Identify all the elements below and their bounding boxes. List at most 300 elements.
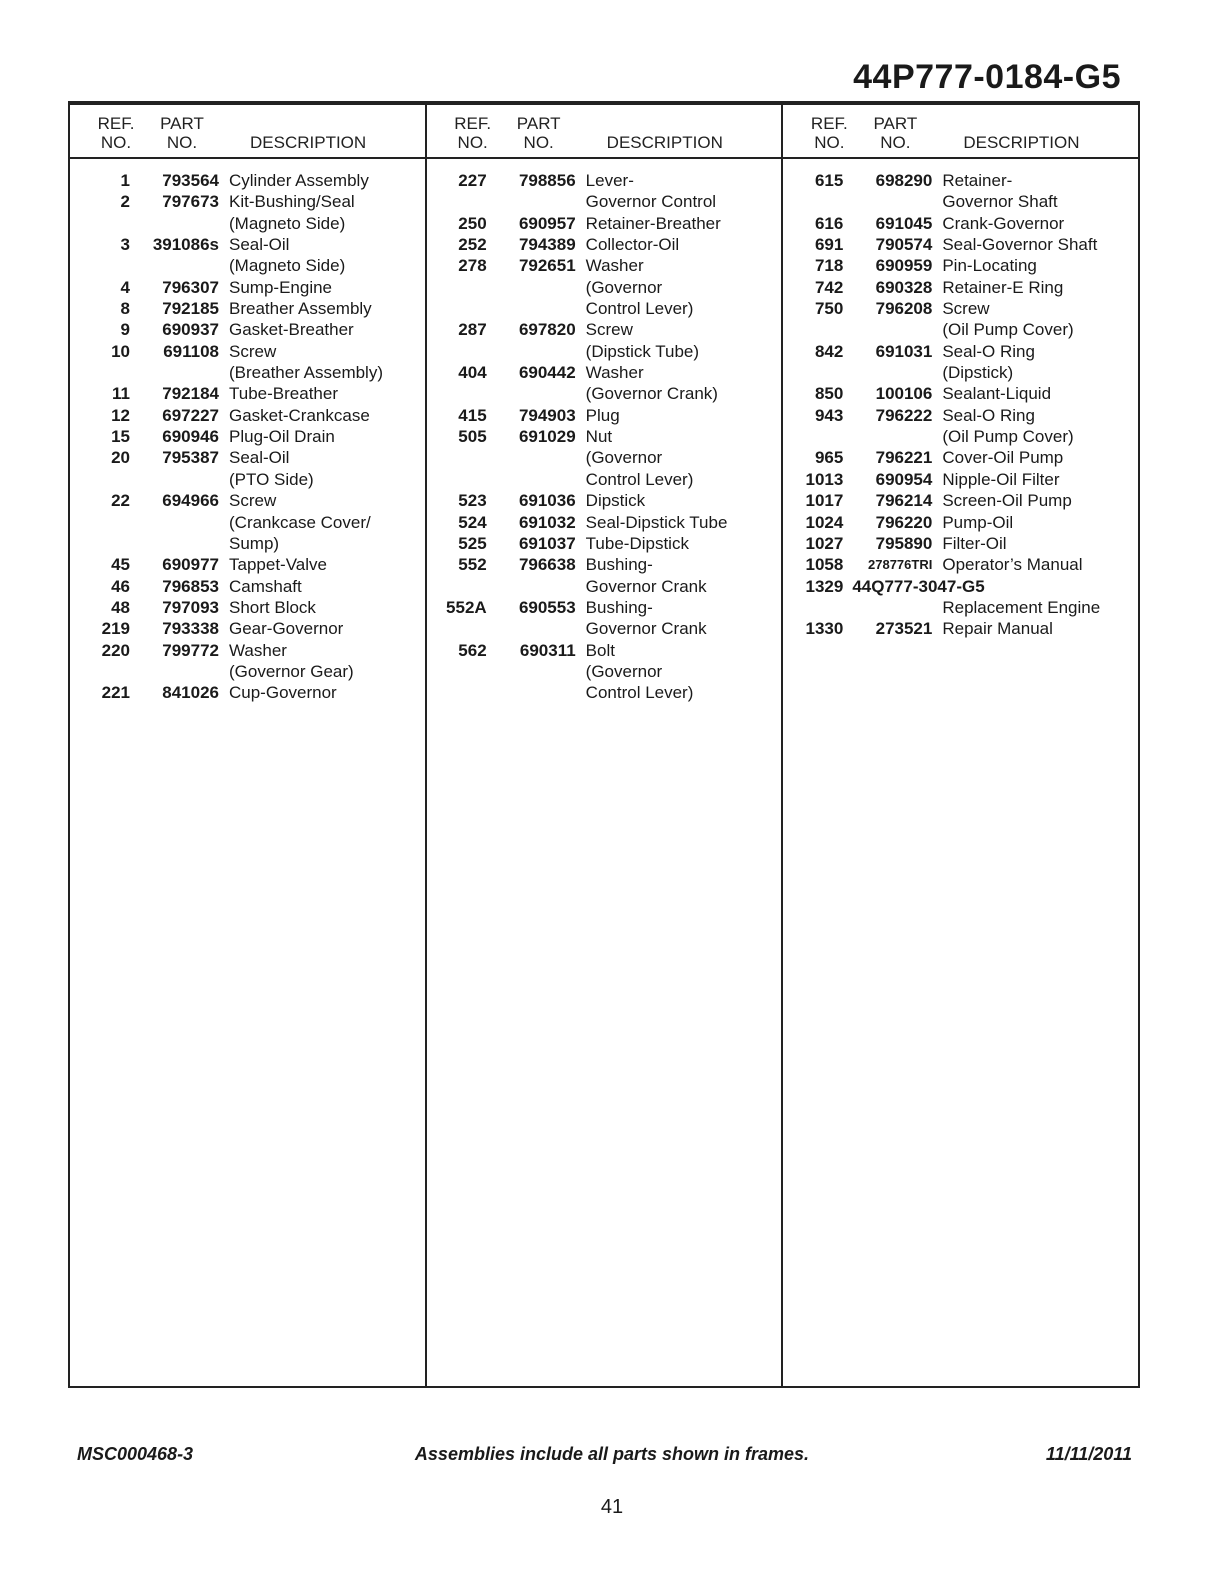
rows-container	[427, 170, 782, 704]
part-number: 798856	[518, 171, 576, 190]
ref-number	[427, 383, 487, 404]
table-row	[427, 319, 782, 340]
ref-number	[427, 341, 487, 362]
part-number: 793338	[162, 619, 219, 639]
part-description: Dipstick	[585, 491, 646, 511]
part-description: (Dipstick Tube)	[585, 341, 700, 361]
table-row	[427, 512, 782, 533]
part-description: (Magneto Side)	[229, 213, 346, 233]
part-description: Pin-Locating	[942, 256, 1037, 276]
ref-number: 220	[101, 640, 130, 660]
ref-number: 552	[458, 555, 487, 575]
ref-number: 45	[111, 555, 130, 575]
part-number	[843, 319, 932, 340]
table-row	[70, 298, 425, 319]
ref-number	[70, 213, 130, 234]
ref-number: 2	[120, 192, 130, 212]
table-row	[70, 490, 425, 511]
table-row	[70, 234, 425, 255]
ref-number	[70, 362, 130, 383]
ref-number: 524	[458, 512, 487, 532]
ref-number: 15	[111, 427, 130, 447]
part-description: Cup-Governor	[229, 683, 337, 703]
part-description: (Breather Assembly)	[229, 363, 383, 383]
part-description: Control Lever)	[585, 683, 694, 703]
ref-number: 10	[111, 341, 130, 361]
table-row	[70, 554, 425, 575]
part-description: Crank-Governor	[942, 213, 1065, 233]
ref-number: 415	[458, 405, 487, 425]
part-description: Gasket-Breather	[229, 320, 354, 340]
part-number: 796853	[162, 576, 219, 596]
part-description: Governor Crank	[585, 576, 707, 596]
part-number	[487, 576, 576, 597]
part-number	[843, 597, 932, 618]
ref-number: 48	[111, 597, 130, 617]
rows-container	[70, 170, 425, 704]
ref-number: 615	[814, 171, 844, 190]
ref-number: 842	[814, 341, 844, 361]
ref-number	[70, 533, 130, 554]
part-number: 795387	[162, 448, 219, 468]
ref-number: 46	[111, 576, 130, 596]
part-description: Sump-Engine	[229, 277, 333, 297]
part-number: 690959	[875, 256, 933, 276]
part-number: 691037	[518, 533, 576, 553]
part-number: 797673	[162, 192, 219, 212]
part-description: Collector-Oil	[585, 235, 680, 255]
ref-number: 252	[458, 235, 487, 255]
part-description: Seal-Governor Shaft	[942, 235, 1098, 255]
ref-number: 22	[111, 491, 130, 511]
part-description: Tube-Dipstick	[585, 533, 689, 553]
header-ref-no: REF. NO.	[97, 114, 135, 152]
part-number: 697227	[162, 405, 219, 425]
table-row	[783, 191, 1138, 212]
ref-number: 9	[120, 320, 130, 340]
table-row	[70, 576, 425, 597]
part-number	[130, 661, 219, 682]
ref-number: 227	[458, 171, 487, 190]
part-number: 794903	[518, 405, 576, 425]
part-number: 690442	[518, 363, 576, 383]
ref-number	[427, 191, 487, 212]
table-row	[70, 277, 425, 298]
table-row	[427, 682, 782, 703]
part-number	[487, 618, 576, 639]
part-number: 796222	[875, 405, 933, 425]
parts-column	[783, 105, 1138, 1386]
rows-container	[783, 170, 1138, 640]
part-description: Washer	[585, 363, 644, 383]
table-row	[427, 576, 782, 597]
ref-number	[783, 597, 843, 618]
part-description: Governor Crank	[585, 619, 707, 639]
part-number: 799772	[162, 640, 219, 660]
part-number: 44Q777-3047-G5	[852, 576, 985, 596]
part-description: Washer	[229, 640, 287, 660]
table-row	[70, 512, 425, 533]
part-number: 691045	[875, 213, 933, 233]
ref-number: 3	[120, 235, 130, 255]
table-row	[427, 234, 782, 255]
table-row	[783, 469, 1138, 490]
table-row	[783, 554, 1138, 575]
part-number: 690311	[519, 640, 576, 660]
part-number	[130, 469, 219, 490]
ref-number: 523	[458, 491, 487, 511]
ref-number	[783, 319, 843, 340]
table-row	[427, 383, 782, 404]
part-description: (Crankcase Cover/	[229, 512, 371, 532]
part-description: Screw	[229, 491, 277, 511]
ref-number: 1017	[805, 491, 844, 511]
part-description: (Dipstick)	[942, 363, 1014, 383]
part-number: 796638	[518, 555, 576, 575]
ref-number	[427, 618, 487, 639]
ref-number	[427, 576, 487, 597]
table-row	[70, 447, 425, 468]
ref-number: 616	[814, 213, 844, 233]
part-description: Bushing-	[585, 555, 653, 575]
part-number: 698290	[875, 171, 933, 190]
table-row	[783, 362, 1138, 383]
part-description: Cylinder Assembly	[229, 171, 369, 190]
part-number: 690977	[162, 555, 219, 575]
part-number: 796307	[162, 277, 219, 297]
part-description: Screw	[942, 299, 990, 319]
part-description: Retainer-E Ring	[942, 277, 1064, 297]
header-part-no: PART NO.	[516, 114, 561, 152]
table-row	[70, 426, 425, 447]
ref-number: 1058	[805, 555, 844, 575]
part-description: Kit-Bushing/Seal	[229, 192, 355, 212]
table-row	[427, 490, 782, 511]
table-row	[70, 640, 425, 661]
header-description: DESCRIPTION	[250, 133, 367, 152]
table-row	[70, 618, 425, 639]
part-number: 793564	[162, 171, 219, 190]
part-description: (PTO Side)	[229, 469, 314, 489]
part-description: Governor Control	[585, 192, 717, 212]
ref-number: 742	[814, 277, 844, 297]
part-description: (Governor	[585, 277, 663, 297]
table-row	[427, 554, 782, 575]
ref-number: 20	[111, 448, 130, 468]
part-description: Retainer-Breather	[585, 213, 721, 233]
ref-number: 287	[458, 320, 487, 340]
parts-column	[427, 105, 784, 1386]
ref-number: 404	[458, 363, 487, 383]
part-number	[487, 447, 576, 468]
table-row	[427, 298, 782, 319]
part-description: Short Block	[229, 597, 316, 617]
header-part-no: PART NO.	[873, 114, 918, 152]
part-number: 391086s	[152, 235, 219, 255]
ref-number: 12	[111, 405, 130, 425]
part-number	[130, 213, 219, 234]
part-number: 792185	[162, 299, 219, 319]
ref-number: 965	[814, 448, 844, 468]
part-description: Tappet-Valve	[229, 555, 327, 575]
part-description: Plug-Oil Drain	[229, 427, 335, 447]
ref-number	[427, 661, 487, 682]
ref-number: 1330	[805, 619, 844, 639]
part-description: (Oil Pump Cover)	[942, 320, 1074, 340]
part-number	[130, 533, 219, 554]
part-description: Control Lever)	[585, 299, 694, 319]
table-row	[783, 447, 1138, 468]
part-number: 792184	[162, 384, 219, 404]
table-row	[783, 597, 1138, 618]
part-number	[487, 277, 576, 298]
ref-number: 552A	[446, 597, 487, 617]
part-description: Gear-Governor	[229, 619, 344, 639]
part-number: 697820	[518, 320, 576, 340]
part-number: 796221	[875, 448, 933, 468]
part-description: Breather Assembly	[229, 299, 372, 319]
table-row	[427, 597, 782, 618]
table-row	[427, 426, 782, 447]
part-number	[487, 191, 576, 212]
column-header	[783, 105, 1138, 159]
part-number: 796220	[875, 512, 933, 532]
part-number: 691036	[518, 491, 576, 511]
table-row	[70, 383, 425, 404]
table-row	[783, 319, 1138, 340]
part-description: (Governor	[585, 448, 663, 468]
table-row	[783, 298, 1138, 319]
table-row	[427, 447, 782, 468]
footer-note: Assemblies include all parts shown in frames.	[414, 1444, 810, 1464]
table-row	[70, 213, 425, 234]
table-row	[783, 234, 1138, 255]
part-description: Control Lever)	[585, 469, 694, 489]
part-description: Seal-Dipstick Tube	[585, 512, 728, 532]
part-number	[843, 426, 932, 447]
table-row	[70, 191, 425, 212]
part-number: 790574	[875, 235, 933, 255]
table-row	[70, 362, 425, 383]
part-number: 691029	[518, 427, 576, 447]
ref-number	[70, 255, 130, 276]
table-row	[427, 405, 782, 426]
ref-number: 691	[814, 235, 844, 255]
part-description	[985, 576, 995, 597]
part-description: Bushing-	[585, 597, 653, 617]
ref-number	[427, 447, 487, 468]
header-part-no: PART NO.	[160, 114, 204, 152]
part-description: Replacement Engine	[942, 597, 1101, 617]
part-number: 100106	[875, 384, 933, 404]
part-number: 690946	[162, 427, 219, 447]
part-description: Washer	[585, 256, 644, 276]
ref-number	[427, 277, 487, 298]
part-description: (Governor Gear)	[229, 661, 354, 681]
table-row	[783, 341, 1138, 362]
page-number: 41	[600, 1496, 624, 1518]
table-row	[427, 618, 782, 639]
part-number: 690553	[518, 597, 576, 617]
part-number	[843, 191, 932, 212]
part-number	[130, 512, 219, 533]
table-row	[783, 490, 1138, 511]
table-row	[783, 383, 1138, 404]
part-description: Seal-O Ring	[942, 341, 1035, 361]
ref-number: 221	[101, 683, 130, 703]
model-number: 44P777-0184-G5	[853, 58, 1121, 96]
part-number: 690954	[875, 469, 933, 489]
ref-number: 219	[101, 619, 130, 639]
part-description: (Oil Pump Cover)	[942, 427, 1074, 447]
header-ref-no: REF. NO.	[810, 114, 848, 152]
table-row	[783, 170, 1138, 191]
part-description: Screw	[229, 341, 277, 361]
table-row	[783, 512, 1138, 533]
header-description: DESCRIPTION	[963, 133, 1080, 152]
part-number: 690328	[875, 277, 933, 297]
part-description: Camshaft	[229, 576, 302, 596]
ref-number	[70, 512, 130, 533]
part-number	[487, 341, 576, 362]
column-header	[70, 105, 425, 159]
part-description: Filter-Oil	[942, 533, 1007, 553]
ref-number: 11	[112, 384, 130, 404]
ref-number: 1024	[805, 512, 844, 532]
part-number: 796214	[875, 491, 933, 511]
ref-number	[783, 426, 843, 447]
part-description: Bolt	[585, 640, 615, 660]
header-ref-no: REF. NO.	[454, 114, 492, 152]
part-number: 273521	[875, 619, 933, 639]
part-number	[130, 362, 219, 383]
table-row	[70, 319, 425, 340]
header-description: DESCRIPTION	[606, 133, 723, 152]
parts-column	[70, 105, 427, 1386]
part-number: 796208	[875, 299, 933, 319]
table-row	[783, 255, 1138, 276]
part-description: Repair Manual	[942, 619, 1053, 639]
table-row	[70, 682, 425, 703]
part-description: Seal-Oil	[229, 448, 290, 468]
column-header	[427, 105, 782, 159]
part-number	[843, 362, 932, 383]
table-row	[427, 277, 782, 298]
part-description: Gasket-Crankcase	[229, 405, 370, 425]
parts-table	[68, 101, 1140, 1388]
part-number: 795890	[875, 533, 933, 553]
ref-number: 1013	[805, 469, 844, 489]
part-description: Nut	[585, 427, 613, 447]
part-description: Screw	[585, 320, 633, 340]
table-row	[427, 533, 782, 554]
table-row	[70, 341, 425, 362]
part-description: Lever-	[585, 171, 634, 190]
part-number: 794389	[518, 235, 576, 255]
part-number	[487, 298, 576, 319]
ref-number: 1329	[805, 576, 844, 596]
ref-number	[427, 469, 487, 490]
table-row	[783, 426, 1138, 447]
footer-date: 11/11/2011	[1045, 1444, 1132, 1464]
part-number: 278776TRI	[868, 557, 933, 573]
table-row	[70, 405, 425, 426]
table-row	[427, 469, 782, 490]
table-row	[427, 362, 782, 383]
part-number: 797093	[162, 597, 219, 617]
part-description: Governor Shaft	[942, 192, 1058, 212]
ref-number: 250	[458, 213, 487, 233]
table-row	[427, 213, 782, 234]
part-number: 792651	[518, 256, 576, 276]
ref-number	[427, 682, 487, 703]
part-description: Cover-Oil Pump	[942, 448, 1064, 468]
part-number	[487, 383, 576, 404]
part-number	[487, 469, 576, 490]
ref-number	[783, 362, 843, 383]
table-row	[427, 255, 782, 276]
part-description: Operator’s Manual	[942, 555, 1083, 575]
table-row	[70, 597, 425, 618]
part-number: 841026	[162, 683, 219, 703]
table-row	[783, 533, 1138, 554]
ref-number: 278	[458, 256, 487, 276]
part-number: 691031	[875, 341, 933, 361]
ref-number: 562	[458, 640, 487, 660]
table-row	[70, 661, 425, 682]
part-description: Sump)	[229, 533, 280, 553]
ref-number	[70, 469, 130, 490]
part-description: Tube-Breather	[229, 384, 338, 404]
part-description: Seal-Oil	[229, 235, 290, 255]
table-row	[70, 170, 425, 191]
part-number	[487, 661, 576, 682]
part-description: Plug	[585, 405, 620, 425]
table-row	[783, 618, 1138, 639]
ref-number: 4	[120, 277, 130, 297]
table-row	[427, 661, 782, 682]
part-description: Nipple-Oil Filter	[942, 469, 1060, 489]
part-number	[130, 255, 219, 276]
part-description: (Magneto Side)	[229, 256, 346, 276]
part-description: (Governor	[585, 661, 663, 681]
part-description: Screen-Oil Pump	[942, 491, 1072, 511]
part-number: 691032	[518, 512, 576, 532]
ref-number: 943	[814, 405, 844, 425]
table-row	[783, 576, 1138, 597]
table-row	[783, 277, 1138, 298]
part-number: 690937	[162, 320, 219, 340]
table-row	[70, 469, 425, 490]
part-description: Pump-Oil	[942, 512, 1014, 532]
ref-number	[783, 191, 843, 212]
ref-number: 8	[120, 299, 130, 319]
ref-number: 718	[814, 256, 844, 276]
part-description: Seal-O Ring	[942, 405, 1035, 425]
ref-number: 505	[458, 427, 487, 447]
part-description: Retainer-	[942, 171, 1013, 190]
table-row	[783, 405, 1138, 426]
table-row	[427, 640, 782, 661]
ref-number: 850	[814, 384, 844, 404]
table-row	[427, 341, 782, 362]
table-row	[70, 255, 425, 276]
table-row	[70, 533, 425, 554]
ref-number: 1027	[805, 533, 844, 553]
ref-number	[427, 298, 487, 319]
ref-number: 1	[120, 171, 130, 190]
ref-number	[70, 661, 130, 682]
